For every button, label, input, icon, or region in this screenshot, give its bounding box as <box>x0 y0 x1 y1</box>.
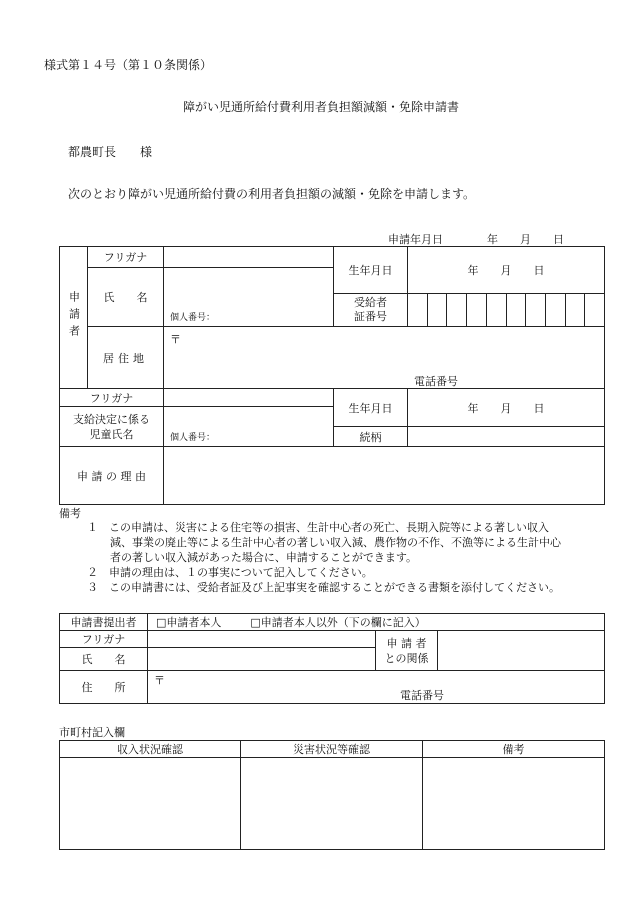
furigana-label: フリガナ <box>88 247 164 268</box>
furigana-field[interactable] <box>164 247 334 268</box>
child-furigana-label: フリガナ <box>60 389 164 407</box>
address-field[interactable] <box>164 327 605 389</box>
addressee: 都農町長 様 <box>68 145 153 159</box>
reason-label: 申 請 の 理 由 <box>60 447 164 505</box>
disaster-check-field[interactable] <box>241 758 423 850</box>
child-furigana-field[interactable] <box>164 389 334 407</box>
document-title: 障がい児通所給付費利用者負担額減額・免除申請書 <box>183 100 460 114</box>
submitter-address-field[interactable] <box>148 671 605 704</box>
submitter-furigana-field[interactable] <box>148 631 376 648</box>
child-birth-field[interactable]: 年 月 日 <box>408 389 605 427</box>
name-label: 氏 名 <box>88 268 164 327</box>
application-date: 申請年月日 年 月 日 <box>388 233 564 246</box>
submitter-name-field[interactable] <box>148 648 376 671</box>
col-remarks: 備考 <box>423 741 605 758</box>
submitter-relation-field[interactable] <box>438 631 605 671</box>
note-2: ２ 申請の理由は、１の事実について記入してください。 <box>87 566 373 579</box>
submitter-label: 申請書提出者 <box>60 614 148 631</box>
remarks-field[interactable] <box>423 758 605 850</box>
note-1: １ この申請は、災害による住宅等の損害、生計中心者の死亡、長期入院等による著しい収入 <box>87 521 549 534</box>
address-label: 居住地 <box>88 327 164 389</box>
notes-heading: 備考 <box>59 507 81 520</box>
child-birth-label: 生年月日 <box>334 389 408 427</box>
col-disaster-check: 災害状況等確認 <box>241 741 423 758</box>
birth-field[interactable]: 年 月 日 <box>408 247 605 294</box>
form-number: 様式第１４号（第１０条関係） <box>44 58 213 72</box>
intro-text: 次のとおり障がい児通所給付費の利用者負担額の減額・免除を申請します。 <box>68 187 476 201</box>
submitter-postal-mark: 〒 <box>154 674 165 687</box>
child-name-label: 支給決定に係る 児童氏名 <box>60 407 164 447</box>
phone-label: 電話番号 <box>414 375 458 388</box>
submitter-options <box>148 614 605 631</box>
col-income-check: 収入状況確認 <box>60 741 241 758</box>
mynumber-label: 個人番号： <box>170 313 216 323</box>
submitter-phone-label: 電話番号 <box>400 689 444 702</box>
note-3: ３ この申請書には、受給者証及び上記事実を確認することができる書類を添付してください。 <box>87 581 560 594</box>
relation-field[interactable] <box>408 427 605 447</box>
relation-label: 続柄 <box>334 427 408 447</box>
income-check-field[interactable] <box>60 758 241 850</box>
note-1-cont1: 減、事業の廃止等による生計中心者の著しい収入減、農作物の不作、不漁等による生計中心 <box>110 536 561 549</box>
recipient-no-field[interactable] <box>408 294 605 327</box>
municipal-heading: 市町村記入欄 <box>59 726 125 739</box>
option-other-checkbox[interactable]: □申請者本人以外（下の欄に記入） <box>250 616 426 629</box>
birth-label: 生年月日 <box>334 247 408 294</box>
submitter-table <box>59 613 605 704</box>
option-self-checkbox[interactable]: □申請者本人 <box>156 616 222 629</box>
applicant-table <box>59 246 605 505</box>
note-1-cont2: 者の著しい収入減があった場合に、申請することができます。 <box>110 551 418 564</box>
child-mynumber-label: 個人番号： <box>170 433 216 443</box>
municipal-table <box>59 740 605 850</box>
recipient-no-label: 受給者 証番号 <box>334 294 408 327</box>
postal-mark: 〒 <box>170 333 181 346</box>
name-field[interactable] <box>164 268 334 327</box>
child-name-field[interactable] <box>164 407 334 447</box>
submitter-name-label: 氏 名 <box>60 648 148 671</box>
submitter-address-label: 住 所 <box>60 671 148 704</box>
submitter-furigana-label: フリガナ <box>60 631 148 648</box>
submitter-relation-label: 申 請 者 との関係 <box>376 631 438 671</box>
applicant-group-label: 申請者 <box>60 247 88 389</box>
reason-field[interactable] <box>164 447 605 505</box>
